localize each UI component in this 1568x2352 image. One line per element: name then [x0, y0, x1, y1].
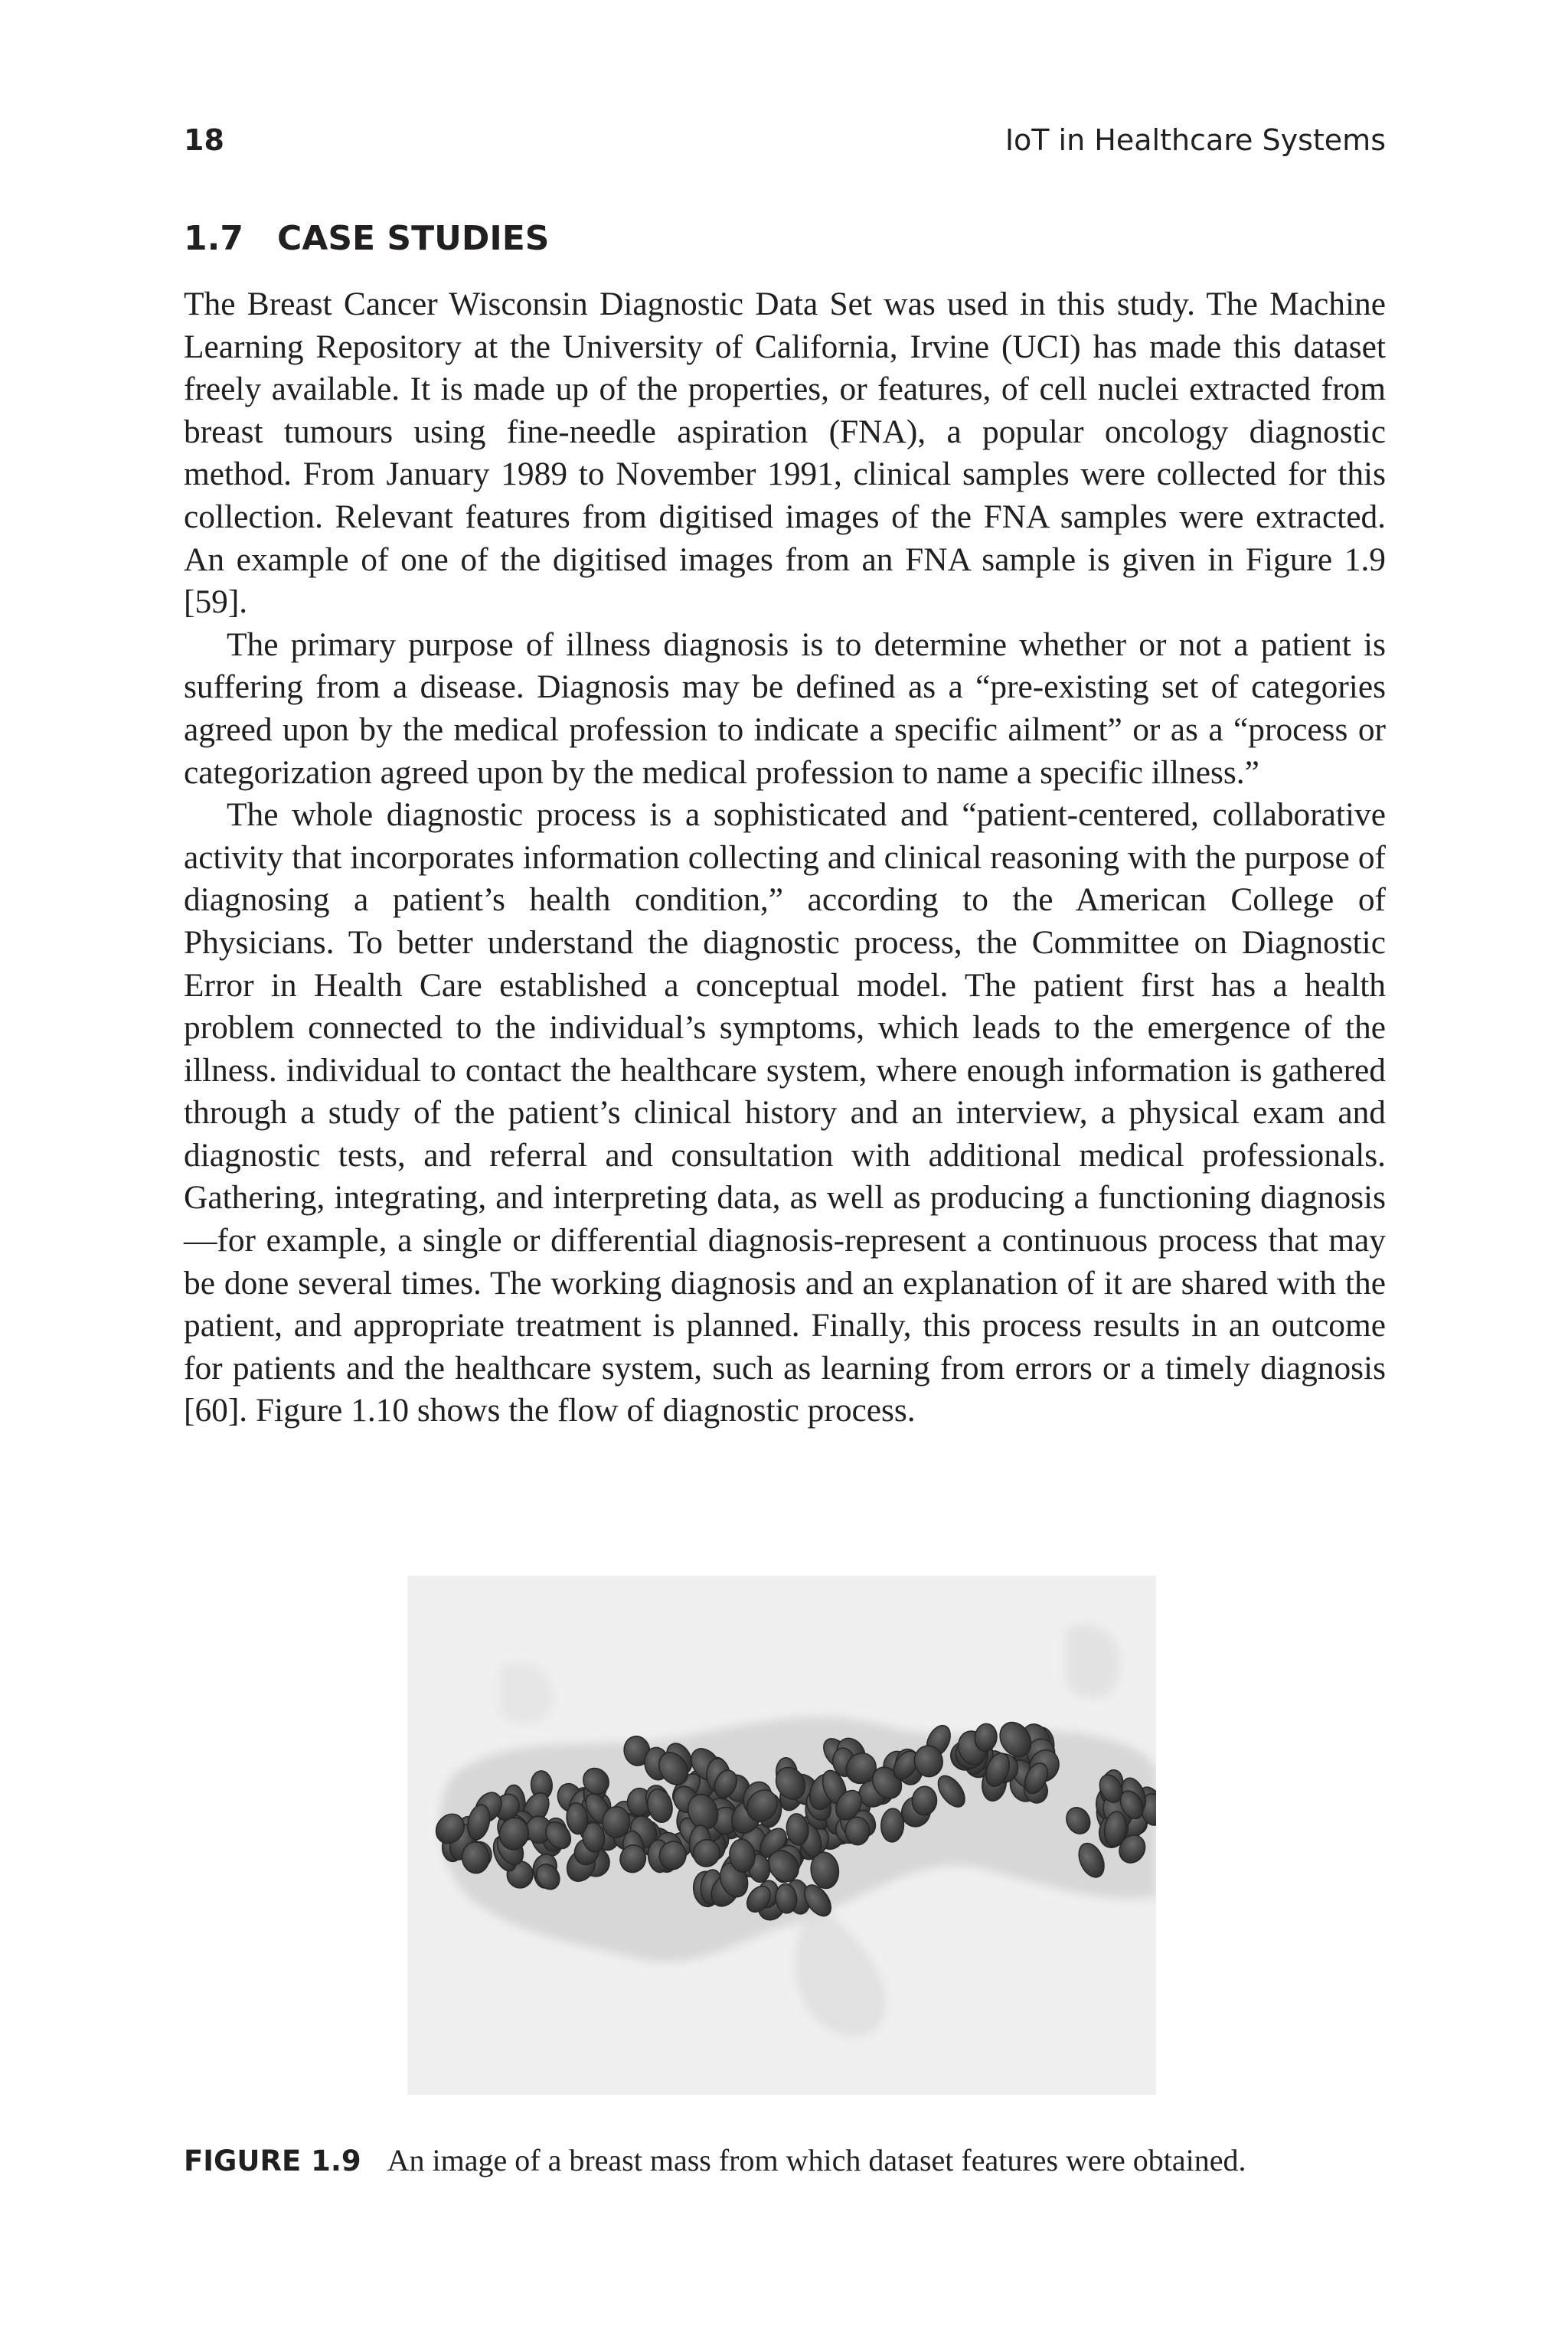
figure-label: FIGURE 1.9: [184, 2145, 361, 2177]
page-number: 18: [184, 123, 224, 157]
breast-mass-micrograph: [407, 1576, 1156, 2095]
running-title: IoT in Healthcare Systems: [1004, 123, 1386, 157]
section-heading: [184, 216, 1386, 262]
figure-caption-text: An image of a breast mass from which dataset features were obtained.: [387, 2143, 1246, 2177]
section-title: CASE STUDIES: [277, 219, 550, 258]
cell-nucleus: [845, 1817, 871, 1845]
paragraph-diagnostic-process: The whole diagnostic process is a sophisticated and “patient-centered, collaborative activity that incorporates information collecting and clinical reasoning with the purpose of diagnosing a patient’s health condition,” according to the American College of Physicians. To better understand the diagnostic process, the Committee on Diagnostic Error in Health Care established a conceptual model. The patient first has a health problem connected to the individual’s symptoms, which leads to the emergence of the illness. individual to contact the healthcare system, where enough information is gathered through a study of the patient’s clinical history and an interview, a physical exam and diagnostic tests, and referral and consultation with additional medical professionals. Gathering, integrating, and interpreting data, as well as producing a functioning diagnosis—for example, a single or differential diagnosis-represent a continuous process that may be done several times. The working diagnosis and an explanation of it are shared with the patient, and appropriate treatment is planned. Finally, this process results in an outcome for patients and the healthcare system, such as learning from errors or a timely diagnosis [60]. Figure 1.10 shows the flow of diagnostic process.: [184, 796, 1386, 1429]
body-text: [184, 283, 1386, 1432]
running-head: [184, 121, 1386, 159]
figure-micrograph: [407, 1576, 1156, 2095]
cell-nucleus: [603, 1806, 630, 1838]
paragraph-dataset: The Breast Cancer Wisconsin Diagnostic Data Set was used in this study. The Machine Learning Repository at the University of California, Irvine (UCI) has made this dataset freely available. It is made up of the properties, or features, of cell nuclei extracted from breast tumours using fine-needle aspiration (FNA), a popular oncology diagnostic method. From January 1989 to November 1991, clinical samples were collected for this collection. Relevant features from digitised images of the FNA samples were extracted. An example of one of the digitised images from an FNA sample is given in Figure 1.9 [59].: [184, 286, 1386, 621]
section-number: 1.7: [184, 219, 243, 258]
figure-caption: [184, 2141, 1386, 2180]
paragraph-diagnosis-purpose: The primary purpose of illness diagnosis is to determine whether or not a patient is suffering from a disease. Diagnosis may be defined as a “pre-existing set of categories agreed upon by the medical profession to indicate a specific ailment” or as a “process or categorization agreed upon by the medical profession to name a specific illness.”: [184, 626, 1386, 791]
